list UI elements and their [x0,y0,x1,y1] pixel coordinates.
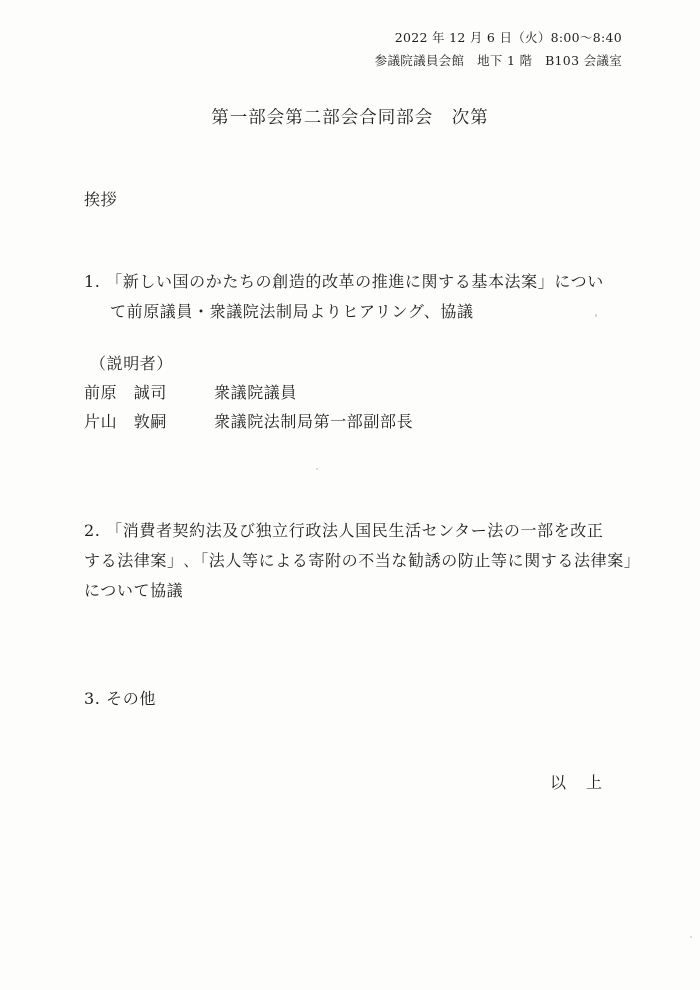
agenda-item-2-line-2: する法律案」､「法人等による寄附の不当な勧誘の防止等に関する法律案」 [84,551,641,570]
scan-speck [690,936,692,938]
agenda-item-2-line-1: 2. 「消費者契約法及び独立行政法人国民生活センター法の一部を改正 [84,521,604,540]
presenter-name: 前原 誠司 [84,383,168,402]
scan-speck [316,468,318,470]
meeting-datetime: 2022 年 12 月 6 日（火）8:00～8:40 [394,30,622,45]
scan-speck [595,314,597,317]
presenter-name: 片山 敦嗣 [84,412,168,431]
agenda-item-3: 3. その他 [84,689,156,708]
agenda-item-1-line-2: て前原議員・衆議院法制局よりヒアリング、協議 [110,302,474,321]
closing-second-char: 上 [585,773,602,792]
meeting-location: 参議院議員会館 地下 1 階 B103 会議室 [374,53,622,68]
presenter-role: 衆議院議員 [214,383,298,402]
presenters-heading: （説明者） [90,354,174,373]
greeting: 挨拶 [84,190,118,209]
document-title: 第一部会第二部会合同部会 次第 [211,108,489,128]
agenda-item-2-line-3: について協議 [84,581,184,600]
presenter-role: 衆議院法制局第一部副部長 [214,412,414,431]
closing-mark [550,770,602,793]
agenda-item-1-line-1: 1. 「新しい国のかたちの創造的改革の推進に関する基本法案」につい [84,272,604,291]
closing-first-char: 以 [549,773,566,792]
